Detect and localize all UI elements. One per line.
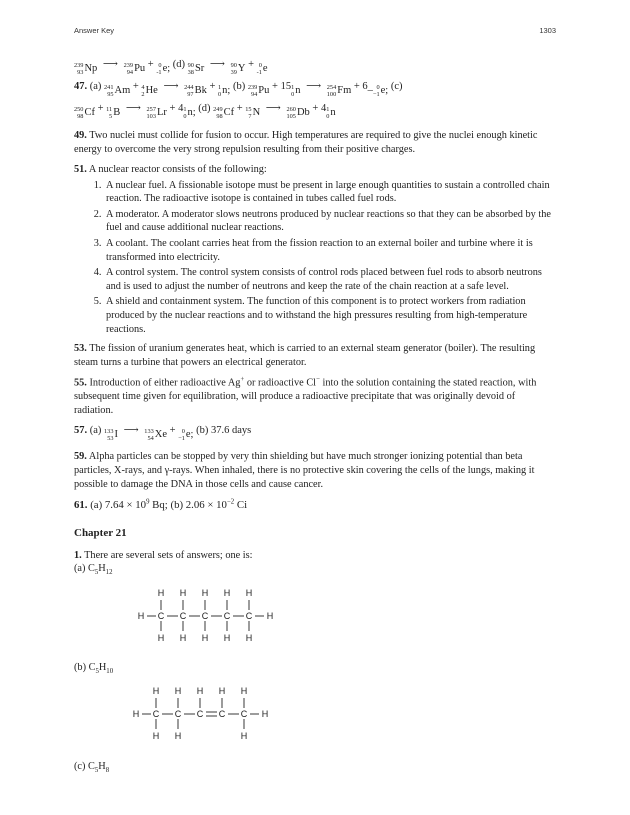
answer-47-line-2: 250 98 Cf + 11 5 B ⟶ 257 103 Lr + 4 1 0 n; (d) 249 98 Cf + 15 7 N ⟶ 260 105 Db + 4 1 0 n <box>74 103 336 120</box>
atom-c: C <box>245 610 253 621</box>
atom-h: H <box>132 709 140 720</box>
page-number: 1303 <box>539 26 556 35</box>
atom-h: H <box>261 709 269 720</box>
atom-h: H <box>174 686 182 697</box>
equation-45-continued: 239 93 Np ⟶ 239 94 Pu + 0 -1 e; (d) 90 38 Sr ⟶ 90 39 Y + 0 -1 e <box>74 59 268 76</box>
atom-c: C <box>223 610 231 621</box>
answer-content <box>74 58 556 776</box>
answer-53: 53. The fission of uranium generates heat, which is carried to an external steam generator (boiler). The resulting steam turns a turbine that powers an electrical generator. <box>74 343 536 368</box>
atom-h: H <box>152 731 160 742</box>
chapter-21-answer-1: 1. There are several sets of answers; one is: <box>74 549 253 561</box>
atom-c: C <box>174 709 182 720</box>
atom-h: H <box>201 587 209 598</box>
atom-c: C <box>196 709 204 720</box>
answer-57: 57. (a) 133 53 I ⟶ 133 54 Xe + 0 −1 e; (b) 37.6 days <box>74 425 252 443</box>
atom-c: C <box>152 709 160 720</box>
atom-c: C <box>201 610 209 621</box>
formula-a: (a) $C_5H_{12}$ <box>74 563 113 577</box>
pentane-atoms <box>138 588 274 643</box>
answer-49: 49. Two nuclei must collide for fusion to occur. High temperatures are required to give the nuclei enough kinetic energy to overcome the very strong repulsion resulting from their positive charges. <box>74 130 538 155</box>
formula-b: (b) $C_5H_{10}$ <box>74 662 114 676</box>
atom-h: H <box>157 587 165 598</box>
atom-h: H <box>266 610 274 621</box>
list-item: 4. A control system. The control system consists of control rods placed between fuel rods to absorb neutrons and is used to adjust the number of neutrons and keep the rate of the chain reaction at a safe level. <box>104 266 556 293</box>
atom-h: H <box>245 587 253 598</box>
pentene-structure <box>129 681 329 747</box>
pentene-atoms <box>133 686 269 741</box>
atom-h: H <box>174 731 182 742</box>
list-item: 3. A coolant. The coolant carries heat from the fission reaction to an external boiler and turbine where it is transformed into electricity. <box>104 237 556 264</box>
running-header: Answer Key <box>74 26 115 35</box>
atom-h: H <box>179 587 187 598</box>
answer-61: 61. (a) $7.64 \times 10^9$ Bq; (b) $2.06 \times 10^{-2}$ Ci <box>74 498 248 512</box>
atom-c: C <box>157 610 165 621</box>
chapter-heading: Chapter 21 <box>74 527 127 540</box>
atom-h: H <box>245 632 253 643</box>
answer-59: 59. Alpha particles can be stopped by very thin shielding but have much stronger ionizing potential than beta particles, X-rays, and γ-rays. When inhaled, there is no protective skin covering the cells of the lungs, making it possible to damage the DNA in those cells and cause cancer. <box>74 451 535 490</box>
atom-h: H <box>223 632 231 643</box>
answer-47-line-1: 47. (a) 241 95 Am + 4 2 He ⟶ 244 97 Bk + 1 0 n; (b) 239 94 Pu + 15 1 0 n ⟶ 254 100 Fm + 6_ 0 −1 e; (c) <box>74 81 403 98</box>
answer-55: 55. Introduction of either radioactive Ag+ or radioactive Cl− into the solution containing the stated reaction, with subsequent time given for equilibration, will produce a radioactive precipitate that was originally devoid of radiation. <box>74 376 537 416</box>
list-item: 2. A moderator. A moderator slows neutrons produced by nuclear reactions so that they can be absorbed by the fuel and cause additional nuclear reactions. <box>104 208 556 235</box>
formula-c: (c) $C_5H_8$ <box>74 760 110 774</box>
atom-h: H <box>157 632 165 643</box>
atom-h: H <box>240 731 248 742</box>
atom-c: C <box>179 610 187 621</box>
atom-h: H <box>218 686 226 697</box>
atom-c: C <box>218 709 226 720</box>
atom-c: C <box>240 709 248 720</box>
answer-51-list <box>74 179 556 336</box>
atom-h: H <box>179 632 187 643</box>
list-item: 5. A shield and containment system. The function of this component is to protect workers from radiation produced by the nuclear reactions and to withstand the high pressures resulting from high-temperature reactions. <box>104 295 556 336</box>
pentane-structure <box>134 583 334 649</box>
list-item: 1. A nuclear fuel. A fissionable isotope must be present in large enough quantities to sustain a controlled chain reaction. The radioactive isotope is contained in tubes called fuel rods. <box>104 179 556 206</box>
atom-h: H <box>137 610 145 621</box>
atom-h: H <box>196 686 204 697</box>
atom-h: H <box>152 686 160 697</box>
atom-h: H <box>223 587 231 598</box>
atom-h: H <box>240 686 248 697</box>
atom-h: H <box>201 632 209 643</box>
answer-51-intro: 51. A nuclear reactor consists of the following: <box>74 164 267 176</box>
